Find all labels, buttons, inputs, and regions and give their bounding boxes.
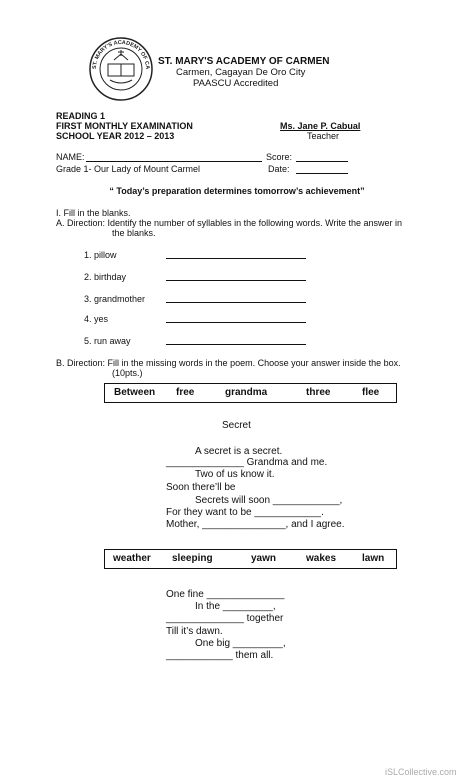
syllable-answer-field[interactable] [166, 302, 306, 303]
word-choice: wakes [306, 553, 337, 564]
watermark: iSLCollective.com [385, 767, 457, 777]
word-choice: weather [113, 553, 151, 564]
poem-line: In the _________, [195, 601, 276, 612]
part2-direction: B. Direction: Fill in the missing words in the poem. Choose your answer inside the box. [56, 358, 401, 368]
word-choice: sleeping [172, 553, 213, 564]
part1-title: I. Fill in the blanks. [56, 208, 131, 218]
school-address: Carmen, Cagayan De Oro City [176, 67, 306, 78]
syllable-item: 5. run away [84, 336, 131, 346]
poem-line: Two of us know it. [195, 469, 275, 480]
poem-line: Till it’s dawn. [166, 626, 223, 637]
syllable-answer-field[interactable] [166, 258, 306, 259]
word-choice: Between [114, 387, 156, 398]
seal-text: ST. MARY'S ACADEMY OF CA [91, 39, 151, 70]
poem-line: For they want to be ____________. [166, 507, 324, 518]
poem-line: ______________ together [166, 613, 284, 624]
poem-line: One big _________, [195, 638, 286, 649]
score-label: Score: [266, 152, 293, 162]
part2-direction-cont: (10pts.) [112, 368, 143, 378]
poem-title: Secret [222, 420, 251, 431]
teacher-name: Ms. Jane P. Cabual [280, 121, 361, 131]
poem-line: Soon there’ll be [166, 482, 236, 493]
syllable-item: 2. birthday [84, 272, 127, 282]
word-choice: lawn [362, 553, 385, 564]
poem-line: A secret is a secret. [195, 446, 283, 457]
name-field[interactable] [86, 161, 262, 162]
syllable-item: 4. yes [84, 314, 109, 324]
name-label: NAME: [56, 152, 85, 162]
school-name: ST. MARY'S ACADEMY OF CARMEN [158, 56, 330, 67]
date-field[interactable] [296, 173, 348, 174]
exam-title: FIRST MONTHLY EXAMINATION [56, 121, 193, 131]
grade-section: Grade 1- Our Lady of Mount Carmel [56, 164, 201, 174]
accreditation: PAASCU Accredited [193, 78, 279, 89]
word-choice: yawn [251, 553, 277, 564]
motto-quote: “ Today’s preparation determines tomorrow’s achievement” [109, 186, 365, 196]
syllable-answer-field[interactable] [166, 344, 306, 345]
syllable-item: 3. grandmother [84, 294, 146, 304]
part1-direction: A. Direction: Identify the number of syllables in the following words. Write the answer in [56, 218, 402, 228]
subject: READING 1 [56, 111, 106, 121]
syllable-answer-field[interactable] [166, 280, 306, 281]
score-field[interactable] [296, 161, 348, 162]
syllable-item: 1. pillow [84, 250, 117, 260]
school-year: SCHOOL YEAR 2012 – 2013 [56, 131, 175, 141]
word-choice: grandma [225, 387, 268, 398]
date-label: Date: [268, 164, 290, 174]
syllable-answer-field[interactable] [166, 322, 306, 323]
teacher-label: Teacher [307, 131, 340, 141]
poem-line: ____________ them all. [166, 650, 274, 661]
poem-line: Secrets will soon ____________, [195, 495, 343, 506]
part1-direction-cont: the blanks. [112, 228, 156, 238]
seal-icon [88, 36, 154, 102]
poem-line: ______________ Grandma and me. [166, 457, 328, 468]
school-seal-logo [88, 36, 154, 102]
poem-line: Mother, _______________, and I agree. [166, 519, 345, 530]
word-choice: free [176, 387, 195, 398]
word-choice: three [306, 387, 331, 398]
word-choice: flee [362, 387, 380, 398]
poem-line: One fine ______________ [166, 589, 285, 600]
